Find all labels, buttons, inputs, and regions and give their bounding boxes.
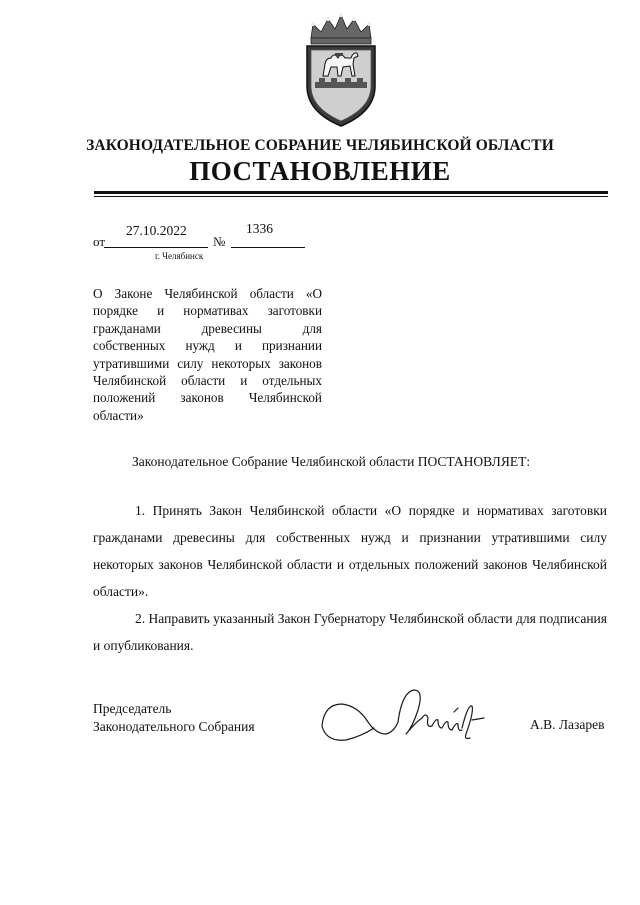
signatory-position (93, 700, 255, 736)
coat-of-arms-icon (301, 12, 381, 130)
number-underline (231, 247, 305, 248)
number-label: № (213, 234, 226, 249)
document-number: 1336 (246, 221, 273, 236)
signatory-name: А.В. Лазарев (530, 717, 605, 732)
document-type: ПОСТАНОВЛЕНИЕ (189, 156, 451, 186)
position-line: Законодательного Собрания (93, 719, 255, 734)
preamble: Законодательное Собрание Челябинской области ПОСТАНОВЛЯЕТ: (132, 454, 531, 469)
header-divider (94, 191, 608, 194)
document-subject: О Законе Челябинской области «О порядке и нормативах заготовки гражданами древесины для собственных нужд и признании утратившими силу некоторых законов Челябинской области и отдельных положений законов Челябинской области» (93, 286, 322, 423)
position-line: Председатель (93, 701, 172, 716)
date-underline (104, 247, 208, 248)
document-date: 27.10.2022 (126, 223, 187, 238)
resolution-item: 2. Направить указанный Закон Губернатору Челябинской области для подписания и опубликования. (93, 611, 607, 653)
organization-name: ЗАКОНОДАТЕЛЬНОЕ СОБРАНИЕ ЧЕЛЯБИНСКОЙ ОБЛАСТИ (86, 137, 554, 154)
from-label: от (93, 234, 106, 249)
header-divider-thin (94, 196, 608, 197)
resolution-body (93, 497, 607, 659)
city-label: г. Челябинск (155, 251, 204, 261)
handwritten-signature-icon (312, 682, 502, 754)
resolution-item: 1. Принять Закон Челябинской области «О порядке и нормативах заготовки гражданами древесины для собственных нужд и признании утратившими силу некоторых законов Челябинской области и отдельных положений законов Челябинской области». (93, 503, 607, 599)
